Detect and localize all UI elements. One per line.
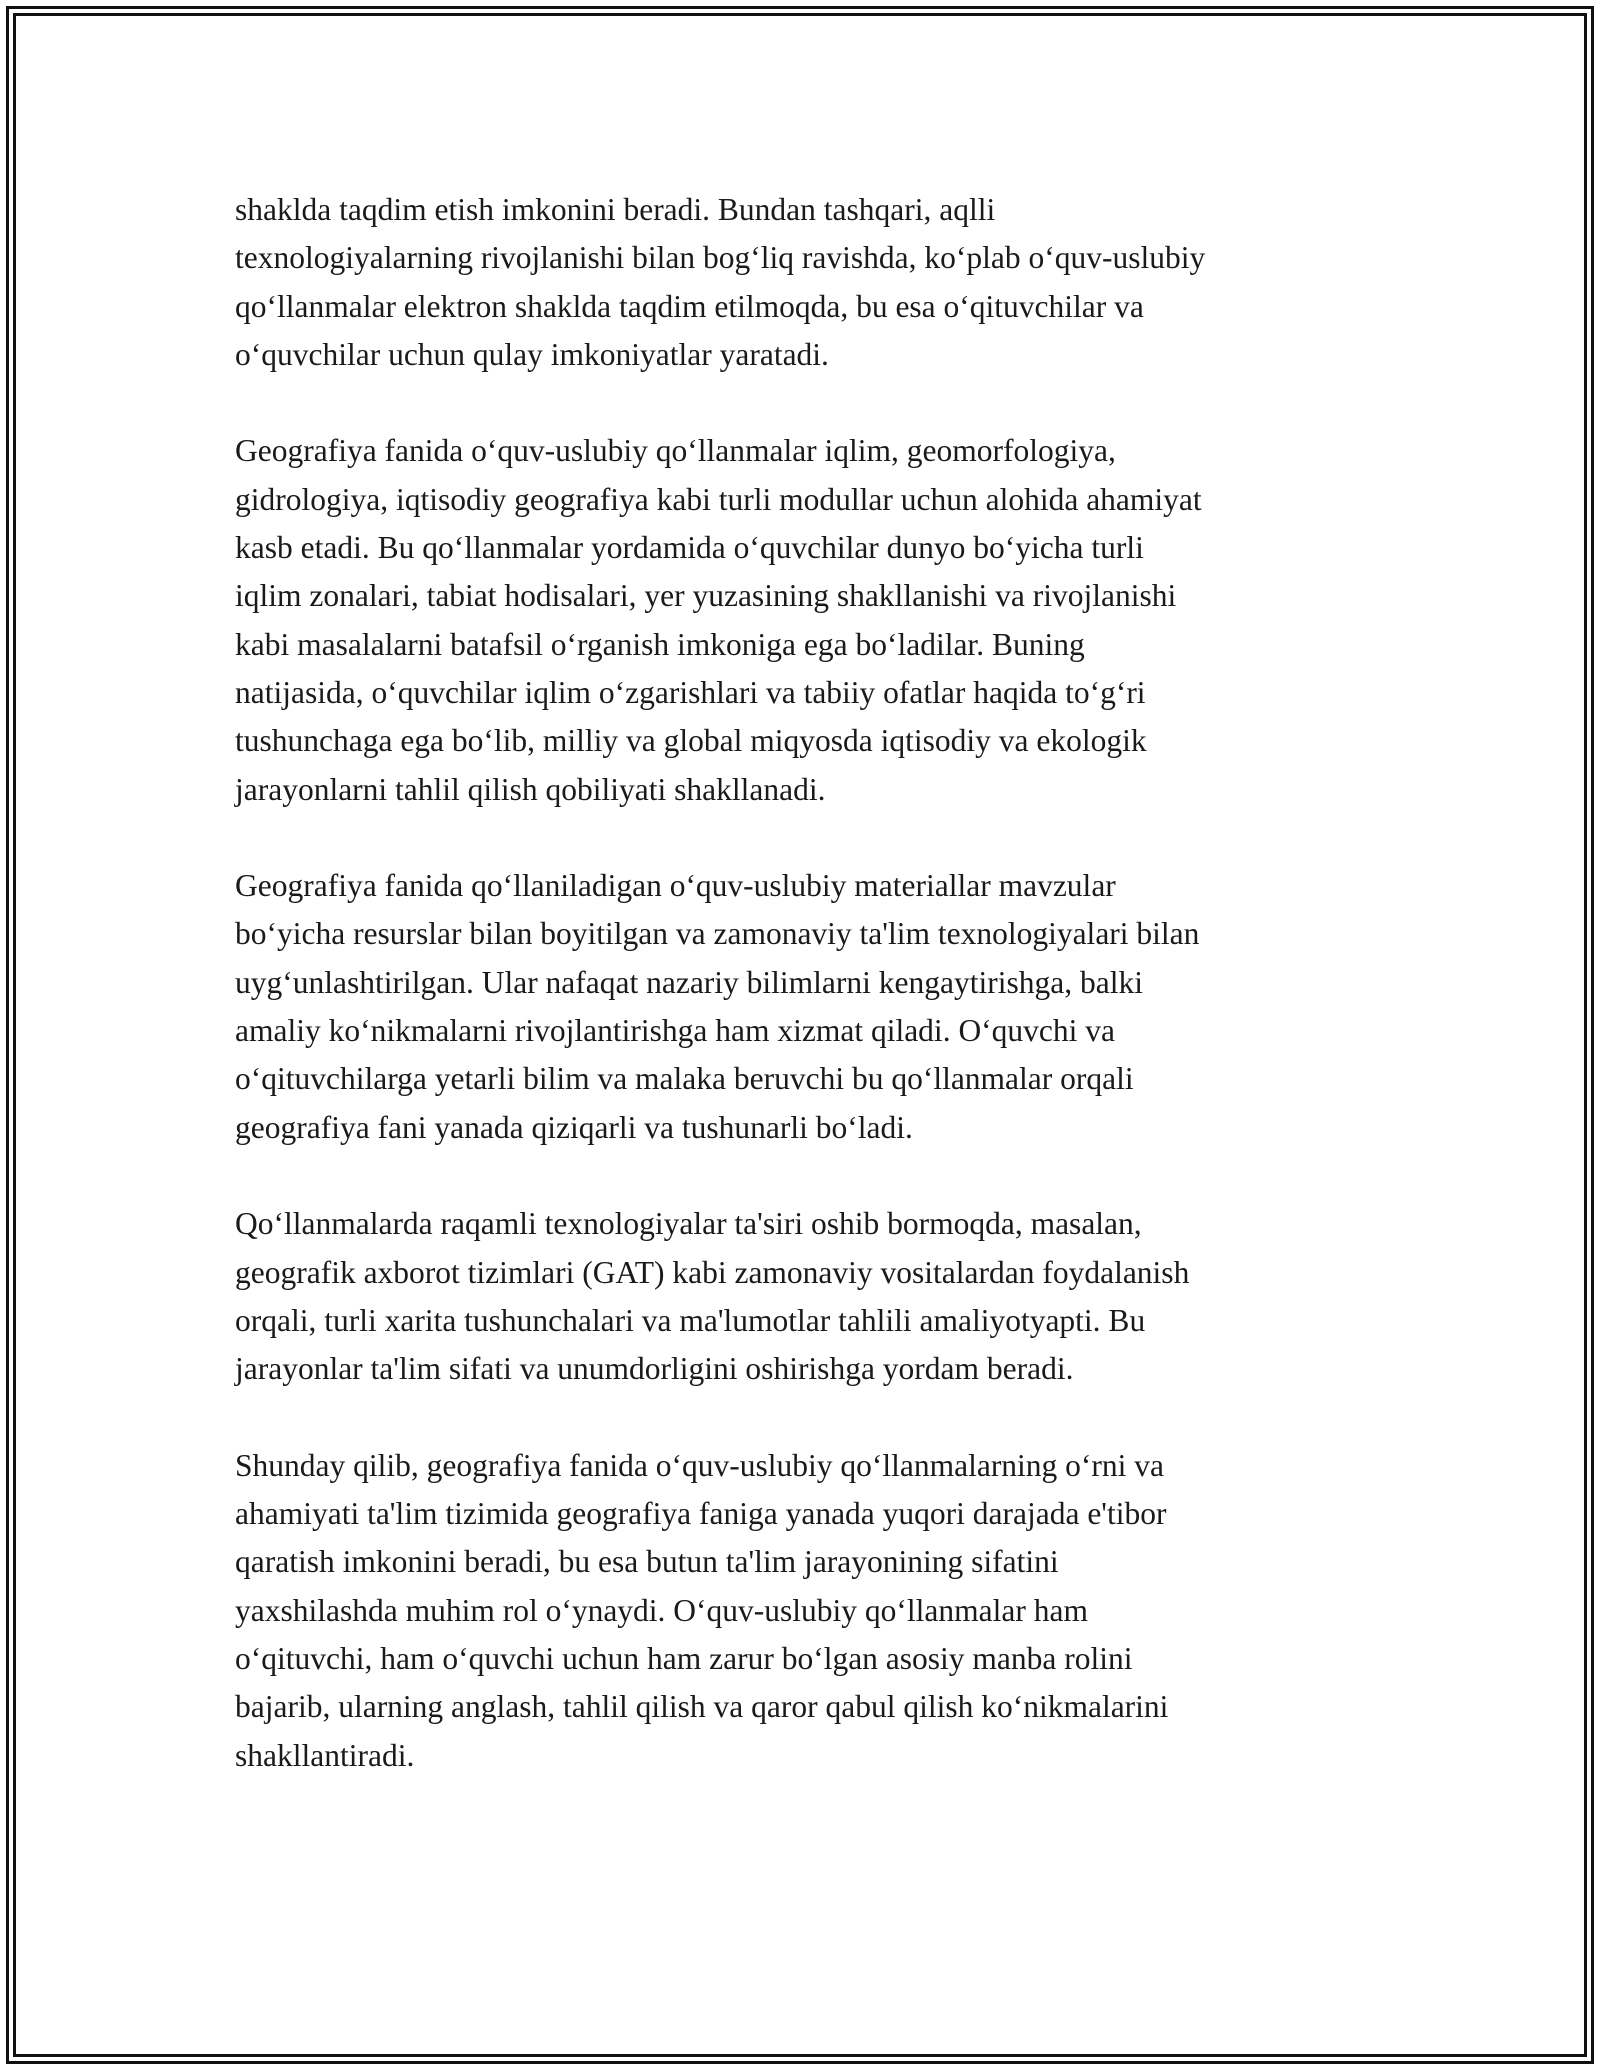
paragraph-5: Shunday qilib, geografiya fanida o‘quv-uslubiy qo‘llanmalarning o‘rni va ahamiyati ta'lim tizimida geografiya faniga yanada yuqori darajada e'tibor qaratish imkonini beradi, bu esa butun ta'lim jarayonining sifatini yaxshilashda muhim rol o‘ynaydi. O‘quv-uslubiy qo‘llanmalar ham o‘qituvchi, ham o‘quvchi uchun ham zarur bo‘lgan asosiy manba rolini bajarib, ularning anglash, tahlil qilish va qaror qabul qilish ko‘nikmalarini shakllantiradi. (235, 1447, 1169, 1773)
paragraph-1: shaklda taqdim etish imkonini beradi. Bundan tashqari, aqlli texnologiyalarning rivojlanishi bilan bog‘liq ravishda, ko‘plab o‘quv-uslubiy qo‘llanmalar elektron shaklda taqdim etilmoqda, bu esa o‘qituvchilar va o‘quvchilar uchun qulay imkoniyatlar yaratadi. (235, 192, 1206, 372)
paragraph-2: Geografiya fanida o‘quv-uslubiy qo‘llanmalar iqlim, geomorfologiya, gidrologiya, iqtisodiy geografiya kabi turli modullar uchun alohida ahamiyat kasb etadi. Bu qo‘llanmalar yordamida o‘quvchilar dunyo bo‘yicha turli iqlim zonalari, tabiat hodisalari, yer yuzasining shakllanishi va rivojlanishi kabi masalalarni batafsil o‘rganish imkoniga ega bo‘ladilar. Buning natijasida, o‘quvchilar iqlim o‘zgarishlari va tabiiy ofatlar haqida to‘g‘ri tushunchaga ega bo‘lib, milliy va global miqyosda iqtisodiy va ekologik jarayonlarni tahlil qilish qobiliyati shakllanadi. (235, 433, 1202, 807)
paragraph-4: Qo‘llanmalarda raqamli texnologiyalar ta'siri oshib bormoqda, masalan, geografik axborot tizimlari (GAT) kabi zamonaviy vositalardan foydalanish orqali, turli xarita tushunchalari va ma'lumotlar tahlili amaliyotyapti. Bu jarayonlar ta'lim sifati va unumdorligini oshirishga yordam beradi. (235, 1206, 1190, 1387)
paragraph-3: Geografiya fanida qo‘llaniladigan o‘quv-uslubiy materiallar mavzular bo‘yicha resurslar bilan boyitilgan va zamonaviy ta'lim texnologiyalari bilan uyg‘unlashtirilgan. Ular nafaqat nazariy bilimlarni kengaytirishga, balki amaliy ko‘nikmalarni rivojlantirishga ham xizmat qiladi. O‘quvchi va o‘qituvchilarga yetarli bilim va malaka beruvchi bu qo‘llanmalar orqali geografiya fani yanada qiziqarli va tushunarli bo‘ladi. (235, 868, 1200, 1145)
document-body (235, 186, 1375, 1780)
